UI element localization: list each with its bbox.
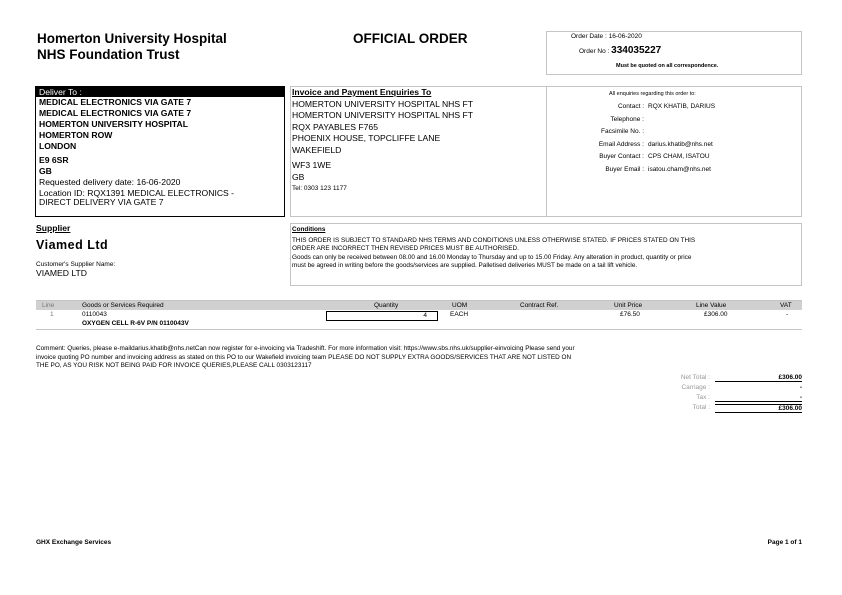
net-total-row — [600, 374, 802, 384]
invoice-line: RQX PAYABLES F765 — [292, 121, 378, 132]
deliver-line: MEDICAL ELECTRONICS VIA GATE 7 — [39, 108, 192, 118]
table-row — [36, 310, 802, 330]
tax-value: - — [715, 394, 802, 402]
buyer-email-value: isatou.cham@nhs.net — [648, 166, 711, 173]
row-vat: - — [786, 311, 789, 318]
conditions-box — [290, 223, 802, 286]
order-comment — [36, 345, 802, 371]
total-value: £306.00 — [715, 404, 802, 413]
header-line-value: Line Value — [696, 302, 727, 309]
comment-line: THE PO, AS YOU RISK NOT BEING PAID FOR INVOICE QUERIES,PLEASE CALL 0303123117 — [36, 362, 312, 369]
order-number-label: Order No : — [579, 48, 610, 55]
customer-supplier-value: VIAMED LTD — [36, 268, 87, 278]
invoice-title: Invoice and Payment Enquiries To — [292, 87, 432, 97]
deliver-postcode: E9 6SR — [39, 155, 69, 165]
org-line-1: Homerton University Hospital — [37, 31, 227, 46]
header-unit-price: Unit Price — [614, 302, 643, 309]
invoice-line: HOMERTON UNIVERSITY HOSPITAL NHS FT — [292, 110, 473, 120]
header-quantity: Quantity — [374, 302, 399, 309]
header-line: Line — [42, 302, 55, 309]
invoice-country: GB — [292, 171, 305, 182]
conditions-line: THIS ORDER IS SUBJECT TO STANDARD NHS TERMS AND CONDITIONS UNLESS OTHERWISE STATED. IF PRICES STATED ON THIS — [292, 236, 696, 244]
carriage-value: - — [799, 384, 802, 391]
invoice-line: HOMERTON UNIVERSITY HOSPITAL NHS FT — [292, 98, 473, 109]
deliver-line: MEDICAL ELECTRONICS VIA GATE 7 — [39, 97, 192, 107]
telephone-label: Telephone : — [610, 116, 644, 123]
buyer-contact-value: CPS CHAM, ISATOU — [648, 153, 710, 160]
order-info-box — [546, 31, 802, 75]
header-contract: Contract Ref. — [520, 302, 559, 309]
email-label: Email Address : — [598, 141, 644, 148]
row-unit-price: £76.50 — [620, 311, 640, 318]
organisation-name — [37, 31, 227, 63]
supplier-name: Viamed Ltd — [36, 238, 109, 252]
supplier-section — [36, 223, 286, 278]
tax-row — [600, 394, 802, 404]
comment-line: invoice quoting PO number and invoicing address as stated on this PO to our Wakefield invoicing team PLEASE DO NOT SUPPLY EXTRA GOODS/SERVICES THAT ARE NOT LISTED ON — [36, 353, 572, 361]
total-label: Total : — [692, 404, 710, 411]
order-number-value: 334035227 — [611, 45, 662, 56]
deliver-to-box — [35, 86, 285, 217]
order-date-row — [571, 33, 642, 40]
net-total-label: Net Total : — [680, 374, 710, 381]
row-quantity: 4 — [326, 311, 438, 321]
invoice-box — [290, 86, 802, 217]
conditions-line: Goods can only be received between 08.00 and 16.00 Monday to Thursday and up to 15.00 Friday. Any alteration in product, quantity or price — [292, 253, 692, 261]
row-description: OXYGEN CELL R-6V P/N 0110043V — [82, 319, 189, 327]
totals-block — [600, 374, 802, 414]
page-number: Page 1 of 1 — [767, 539, 802, 546]
carriage-label: Carriage : — [681, 384, 710, 391]
buyer-contact-label: Buyer Contact : — [599, 153, 644, 160]
order-date-label: Order Date : — [571, 33, 607, 40]
location-line-1: Location ID: RQX1391 MEDICAL ELECTRONICS - — [39, 188, 235, 198]
location-line-2: DIRECT DELIVERY VIA GATE 7 — [39, 197, 164, 207]
carriage-row — [600, 384, 802, 394]
conditions-title: Conditions — [292, 226, 326, 233]
supplier-label: Supplier — [36, 223, 71, 233]
deliver-to-address — [36, 97, 284, 207]
row-goods — [82, 311, 189, 328]
row-uom: EACH — [450, 311, 469, 318]
header-vat: VAT — [780, 302, 792, 309]
order-note: Must be quoted on all correspondence. — [616, 63, 719, 69]
location-id — [39, 189, 281, 207]
facsimile-label: Facsimile No. : — [601, 128, 644, 135]
customer-supplier-label: Customer's Supplier Name: — [36, 261, 116, 268]
conditions-line: must be agreed in writing before the goods/services are supplied. Palletised deliveries MUST be made on a tail lift vehicle. — [292, 262, 638, 269]
row-product-code: 0110043 — [82, 311, 107, 318]
order-number-row — [579, 45, 661, 56]
deliver-line: LONDON — [39, 141, 77, 151]
deliver-to-title: Deliver To : — [36, 87, 284, 97]
requested-delivery-date: Requested delivery date: 16-06-2020 — [39, 177, 181, 187]
invoice-address — [292, 87, 546, 216]
invoice-tel: Tel: 0303 123 1177 — [292, 185, 347, 192]
header-uom: UOM — [452, 302, 468, 309]
buyer-email-label: Buyer Email : — [605, 166, 644, 173]
invoice-postcode: WF3 1WE — [292, 160, 332, 170]
contact-label: Contact : — [617, 103, 644, 110]
comment-line: Comment: Queries, please e-maildarius.khatib@nhs.netCan now register for e-invoicing via Tradeshift. For more information visit: https://www.sbs.nhs.uk/supplier-einvoicing Please send your — [36, 345, 575, 352]
invoice-line: WAKEFIELD — [292, 144, 342, 155]
row-line-number: 1 — [50, 311, 54, 318]
invoice-line: PHOENIX HOUSE, TOPCLIFFE LANE — [292, 133, 441, 143]
total-row — [600, 404, 802, 414]
org-line-2: NHS Foundation Trust — [37, 47, 180, 62]
enquiries-note: All enquiries regarding this order to: — [609, 91, 696, 97]
email-value: darius.khatib@nhs.net — [648, 141, 713, 148]
row-line-value: £306.00 — [704, 311, 728, 318]
order-lines-table — [36, 300, 802, 330]
document-title: OFFICIAL ORDER — [353, 31, 468, 46]
contact-value: RQX KHATIB, DARIUS — [648, 103, 716, 110]
order-date-value: 16-06-2020 — [608, 33, 642, 40]
deliver-line: HOMERTON ROW — [39, 130, 113, 140]
deliver-line: HOMERTON UNIVERSITY HOSPITAL — [39, 119, 188, 129]
table-header — [36, 300, 802, 310]
footer-provider: GHX Exchange Services — [36, 539, 112, 546]
conditions-line: ORDER ARE INCORRECT THEN REVISED PRICES MUST BE AUTHORISED. — [292, 245, 519, 252]
invoice-divider — [546, 87, 547, 216]
deliver-country: GB — [39, 166, 52, 176]
tax-label: Tax : — [696, 394, 710, 401]
header-goods: Goods or Services Required — [82, 302, 164, 309]
net-total-value: £306.00 — [715, 374, 802, 382]
